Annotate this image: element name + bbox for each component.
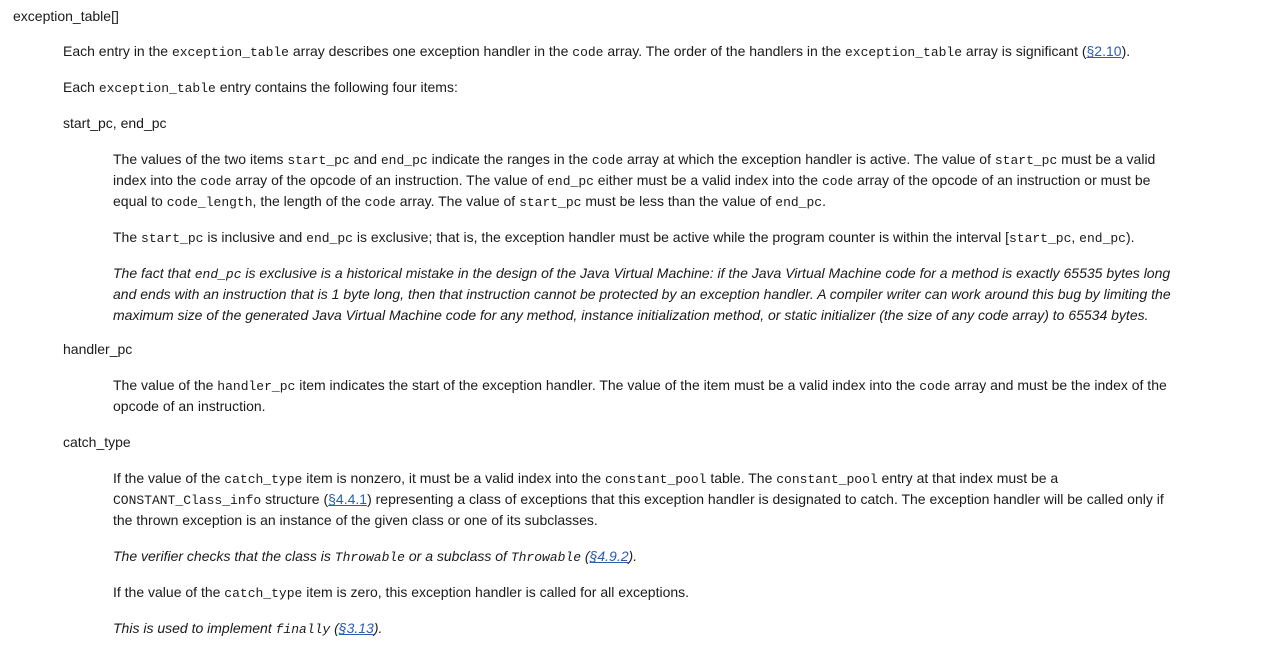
term-exception-table: exception_table[] xyxy=(13,8,119,24)
code-constant-class-info: CONSTANT_Class_info xyxy=(113,493,262,508)
code-code-length: code_length xyxy=(166,195,253,210)
code-code: code xyxy=(572,45,604,60)
code-constant-pool: constant_pool xyxy=(776,472,878,487)
code-exception-table: exception_table xyxy=(98,81,216,96)
text: The fact that xyxy=(113,265,195,281)
catch-note1 xyxy=(113,546,1253,568)
term-handler-pc: handler_pc xyxy=(63,341,133,357)
text: ). xyxy=(1121,43,1131,59)
text: item is nonzero, it must be a valid index into the xyxy=(302,470,606,486)
code-end-pc: end_pc xyxy=(775,195,823,210)
text: Each entry in the xyxy=(63,43,172,59)
code-code: code xyxy=(821,174,854,189)
term-start-end-pc: start_pc, end_pc xyxy=(63,115,167,131)
text: or a subclass of xyxy=(404,548,511,564)
code-start-pc: start_pc xyxy=(287,153,350,168)
code-exception-table: exception_table xyxy=(171,45,289,60)
text: array. The value of xyxy=(395,193,520,209)
text: indicate the ranges in the xyxy=(427,151,592,167)
start-end-para1-line1 xyxy=(113,149,1253,171)
link-section-4-4-1[interactable]: §4.4.1 xyxy=(328,491,368,507)
text: item is zero, this exception handler is called for all exceptions. xyxy=(302,584,690,600)
code-end-pc: end_pc xyxy=(547,174,594,189)
text: must be less than the value of xyxy=(581,193,776,209)
catch-para1-line1 xyxy=(113,468,1253,490)
catch-para1-line3: the thrown exception is an instance of the given class or one of its subclasses. xyxy=(113,512,598,528)
code-end-pc: end_pc xyxy=(380,153,428,168)
code-start-pc: start_pc xyxy=(1008,231,1072,246)
text: index into the xyxy=(113,172,201,188)
text: ( xyxy=(581,548,590,564)
code-start-pc: start_pc xyxy=(994,153,1058,168)
handler-line1 xyxy=(113,375,1253,397)
text: array of the opcode of an instruction or must be xyxy=(853,172,1151,188)
text: The verifier checks that the class is xyxy=(113,548,335,564)
code-end-pc: end_pc xyxy=(1079,231,1126,246)
text: If the value of the xyxy=(113,584,225,600)
text: must be a valid xyxy=(1057,151,1156,167)
text: equal to xyxy=(113,193,167,209)
start-end-note-line1 xyxy=(113,263,1253,285)
text: This is used to implement xyxy=(113,620,276,636)
code-handler-pc: handler_pc xyxy=(217,379,296,394)
catch-note2 xyxy=(113,618,1253,640)
link-section-4-9-2[interactable]: §4.9.2 xyxy=(589,548,629,564)
text: Each xyxy=(63,79,99,95)
start-end-para1-line3 xyxy=(113,191,1253,213)
term-catch-type: catch_type xyxy=(63,434,131,450)
text: ). xyxy=(628,548,638,564)
code-start-pc: start_pc xyxy=(141,231,204,246)
intro-paragraph-1 xyxy=(63,41,1253,63)
start-end-para1-line2 xyxy=(113,170,1253,192)
text: array at which the exception handler is active. The value of xyxy=(623,151,995,167)
text: , the length of the xyxy=(252,193,365,209)
code-catch-type: catch_type xyxy=(224,586,303,601)
text: . xyxy=(822,193,826,209)
code-finally: finally xyxy=(275,622,331,637)
text: table. The xyxy=(706,470,777,486)
code-catch-type: catch_type xyxy=(224,472,303,487)
intro-paragraph-2 xyxy=(63,77,1253,99)
code-start-pc: start_pc xyxy=(519,195,582,210)
text: ( xyxy=(330,620,339,636)
code-throwable: Throwable xyxy=(510,550,582,565)
text: structure ( xyxy=(261,491,329,507)
start-end-note-line2: and ends with an instruction that is 1 byte long, then that instruction cannot be protected by an exception handler. A compiler writer can work around this bug by limiting the xyxy=(113,286,1171,302)
code-code: code xyxy=(364,195,396,210)
text: ). xyxy=(1125,229,1135,245)
link-section-3-13[interactable]: §3.13 xyxy=(338,620,374,636)
start-end-note-line3: maximum size of the generated Java Virtual Machine code for any method, instance initialization method, or static initializer (the size of any code array) to 65534 bytes. xyxy=(113,307,1149,323)
text: array of the opcode of an instruction. The value of xyxy=(231,172,548,188)
text: The values of the two items xyxy=(113,151,288,167)
text: array and must be the index of the xyxy=(950,377,1167,393)
text: is inclusive and xyxy=(203,229,307,245)
text: The xyxy=(113,229,142,245)
text: array is significant ( xyxy=(962,43,1087,59)
code-exception-table: exception_table xyxy=(845,45,963,60)
text: , xyxy=(1071,229,1080,245)
text: item indicates the start of the exception handler. The value of the item must be a valid index into the xyxy=(295,377,920,393)
code-end-pc: end_pc xyxy=(194,267,242,282)
text: is exclusive; that is, the exception handler must be active while the program counter is within the interval [ xyxy=(352,229,1009,245)
link-section-2-10[interactable]: §2.10 xyxy=(1086,43,1122,59)
code-end-pc: end_pc xyxy=(306,231,353,246)
text: either must be a valid index into the xyxy=(593,172,822,188)
text: and xyxy=(349,151,381,167)
text: array describes one exception handler in the xyxy=(288,43,573,59)
code-throwable: Throwable xyxy=(334,550,405,565)
text: is exclusive is a historical mistake in the design of the Java Virtual Machine: if the Java Virtual Machine code for a method is exactly 65535 bytes long xyxy=(241,265,1171,281)
handler-line2: opcode of an instruction. xyxy=(113,398,266,414)
catch-para1-line2 xyxy=(113,489,1253,511)
text: If the value of the xyxy=(113,470,225,486)
catch-para2 xyxy=(113,582,1253,604)
code-code: code xyxy=(200,174,232,189)
text: entry at that index must be a xyxy=(877,470,1059,486)
text: array. The order of the handlers in the xyxy=(603,43,845,59)
text: ) representing a class of exceptions that this exception handler is designated to catch. The exception handler will be called only if xyxy=(367,491,1164,507)
code-code: code xyxy=(591,153,624,168)
code-code: code xyxy=(919,379,951,394)
text: entry contains the following four items: xyxy=(215,79,458,95)
start-end-para2 xyxy=(113,227,1253,249)
code-constant-pool: constant_pool xyxy=(605,472,707,487)
text: ). xyxy=(373,620,383,636)
text: The value of the xyxy=(113,377,218,393)
